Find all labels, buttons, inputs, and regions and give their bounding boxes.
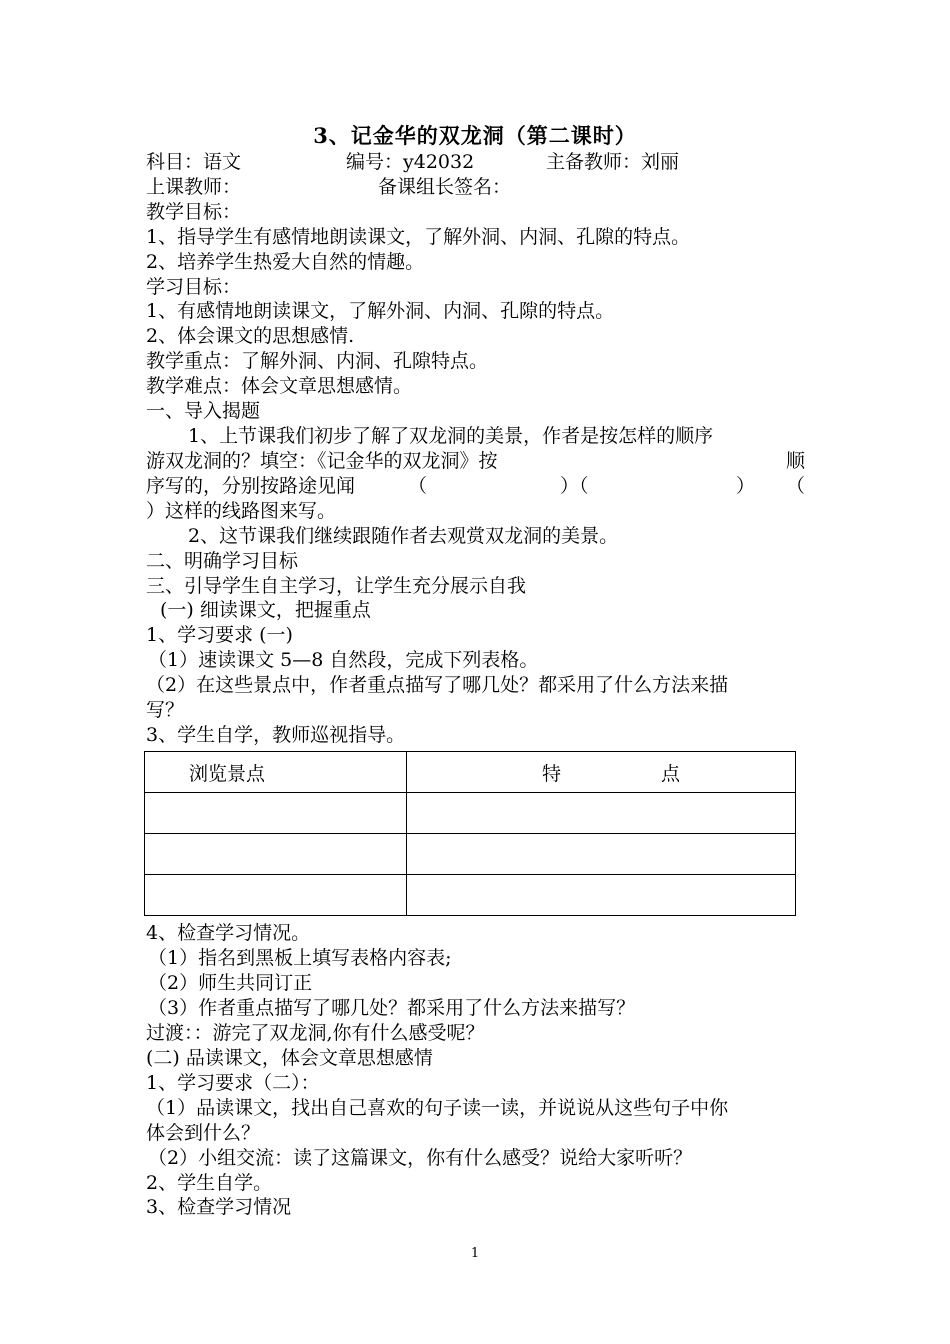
learning-goals-heading: 学习目标： xyxy=(146,276,242,298)
check-1: 4、检查学习情况。 xyxy=(146,922,311,944)
teaching-goal-1: 1、指导学生有感情地朗读课文，了解外洞、内洞、孔隙的特点。 xyxy=(146,226,691,248)
requirement-1-item-1: （1）速读课文 5—8 自然段，完成下列表格。 xyxy=(148,649,539,671)
table-header-features xyxy=(407,752,796,793)
table-cell[interactable] xyxy=(145,875,407,916)
subsection-heading-1: (一) 细读课文，把握重点 xyxy=(160,599,371,621)
requirement-1-item-2: （2）在这些景点中，作者重点描写了哪几处？都采用了什么方法来描 xyxy=(146,674,729,696)
lead-teacher-field: 主备教师：刘丽 xyxy=(546,151,680,173)
blank-open-1: （ xyxy=(408,475,428,497)
table-cell[interactable] xyxy=(145,793,407,834)
difficult-point: 教学难点：体会文章思想感情。 xyxy=(146,375,413,397)
table-header-features-char-2: 点 xyxy=(661,762,681,785)
table-cell[interactable] xyxy=(407,875,796,916)
intro-paragraph-line-4: ）这样的线路图来写。 xyxy=(146,500,337,522)
check-1-item-1: （1）指名到黑板上填写表格内容表; xyxy=(148,947,452,969)
self-study-2: 2、学生自学。 xyxy=(146,1172,273,1194)
meta-row-1 xyxy=(146,150,679,175)
meta-row-2 xyxy=(146,175,511,200)
check-1-item-2: （2）师生共同订正 xyxy=(148,972,313,994)
requirement-1: 1、学习要求 (一) xyxy=(146,624,293,646)
requirement-2-item-1-cont: 体会到什么？ xyxy=(146,1122,261,1144)
requirement-2-item-1: （1）品读课文，找出自己喜欢的句子读一读，并说说从这些句子中你 xyxy=(146,1097,729,1119)
blank-close-open-2: ）（ xyxy=(560,475,589,497)
teaching-goal-2: 2、培养学生热爱大自然的情趣。 xyxy=(146,251,425,273)
table-row xyxy=(145,875,796,916)
table-cell[interactable] xyxy=(145,834,407,875)
table-header-row xyxy=(145,752,796,793)
intro-paragraph-line-2-end: 顺 xyxy=(786,450,806,472)
intro-paragraph-line-2: 游双龙洞的？填空：《记金华的双龙洞》按 xyxy=(146,450,498,472)
code-field: 编号：y42032 xyxy=(346,151,475,173)
self-study-1: 3、学生自学，教师巡视指导。 xyxy=(146,724,406,746)
table-header-features-char-1: 特 xyxy=(542,762,562,785)
requirement-1-item-2-cont: 写？ xyxy=(146,699,185,721)
page-number: 1 xyxy=(470,1246,480,1261)
check-1-item-3: （3）作者重点描写了哪几处？都采用了什么方法来描写？ xyxy=(148,997,636,1019)
group-leader-field: 备课组长签名： xyxy=(378,176,512,198)
table-cell[interactable] xyxy=(407,793,796,834)
key-point: 教学重点：了解外洞、内洞、孔隙特点。 xyxy=(146,350,489,372)
learning-goal-2: 2、体会课文的思想感情. xyxy=(146,325,355,347)
class-teacher-field: 上课教师： xyxy=(146,176,242,198)
subject-field: 科目：语文 xyxy=(146,151,242,173)
subsection-heading-2: (二) 品读课文，体会文章思想感情 xyxy=(146,1047,433,1069)
table-row xyxy=(145,793,796,834)
intro-paragraph-2: 2、这节课我们继续跟随作者去观赏双龙洞的美景。 xyxy=(188,525,619,547)
section-heading-1: 一、导入揭题 xyxy=(146,400,261,422)
check-2: 3、检查学习情况 xyxy=(146,1196,292,1218)
intro-paragraph-line-1: 1、上节课我们初步了解了双龙洞的美景，作者是按怎样的顺序 xyxy=(188,425,714,447)
table-header-scenic-spot: 浏览景点 xyxy=(145,752,407,793)
learning-goal-1: 1、有感情地朗读课文，了解外洞、内洞、孔隙的特点。 xyxy=(146,300,615,322)
table-row xyxy=(145,834,796,875)
requirement-2: 1、学习要求（二）： xyxy=(146,1072,320,1094)
intro-paragraph-line-3: 序写的，分别按路途见闻 xyxy=(146,475,356,497)
blank-open-3: （ xyxy=(786,475,806,497)
transition: 过渡：：游完了双龙洞,你有什么感受呢？ xyxy=(146,1022,485,1044)
section-heading-3: 三、引导学生自主学习，让学生充分展示自我 xyxy=(146,575,527,597)
blank-close-2: ） xyxy=(736,475,756,497)
section-heading-2: 二、明确学习目标 xyxy=(146,550,299,572)
table-cell[interactable] xyxy=(407,834,796,875)
requirement-2-item-2: （2）小组交流：读了这篇课文，你有什么感受？说给大家听听？ xyxy=(148,1147,693,1169)
scenic-spots-table xyxy=(144,751,796,916)
page-title: 3、记金华的双龙洞（第二课时） xyxy=(313,123,637,148)
teaching-goals-heading: 教学目标： xyxy=(146,201,242,223)
